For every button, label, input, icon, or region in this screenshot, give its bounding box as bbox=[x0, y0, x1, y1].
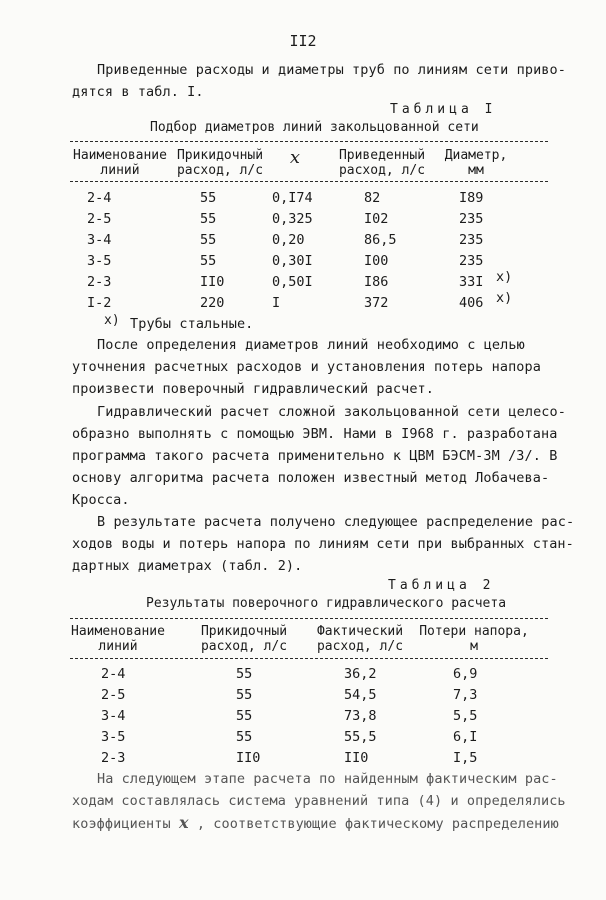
table1-footnote-text: Трубы стальные. bbox=[130, 316, 254, 332]
table2-header-loss: Потери напора, м bbox=[419, 624, 529, 654]
table1-caption: Таблица I bbox=[390, 102, 497, 117]
table1-row-diameter: 33I bbox=[459, 274, 484, 290]
table1-row-diameter: 406 bbox=[459, 295, 484, 311]
table1-row-x: I bbox=[272, 295, 281, 311]
table1-header-rule bbox=[70, 181, 548, 182]
table2-row-flow: II0 bbox=[236, 750, 261, 766]
table1-row-line: 3-4 bbox=[87, 232, 112, 248]
para3-line-3: дартных диаметрах (табл. 2). bbox=[72, 558, 303, 574]
table1-row-reduced: I86 bbox=[364, 274, 389, 290]
table1-row-flow: 55 bbox=[200, 232, 217, 248]
table1-row-reduced: 82 bbox=[364, 190, 381, 206]
table1-header-line: Наименование линий bbox=[73, 148, 167, 178]
table1-row-flow: II0 bbox=[200, 274, 225, 290]
para2-line-5: Кросса. bbox=[72, 492, 130, 508]
table2-row-flow: 55 bbox=[236, 708, 253, 724]
table2-row-flow: 55 bbox=[236, 729, 253, 745]
para3-line-2: ходов воды и потерь напора по линиям сети при выбранных стан- bbox=[72, 536, 574, 552]
intro-line-1: Приведенные расходы и диаметры труб по линиям сети приво- bbox=[97, 62, 566, 78]
table2-row-flow: 55 bbox=[236, 687, 253, 703]
table1-title: Подбор диаметров линий закольцованной сети bbox=[150, 120, 479, 135]
para4-line-3 bbox=[72, 813, 559, 832]
table1-row-diameter: I89 bbox=[459, 190, 484, 206]
table1-row-footnote-mark: x) bbox=[496, 290, 513, 306]
para1-line-3: произвести поверочный гидравлический расчет. bbox=[72, 381, 435, 397]
table1-row-diameter: 235 bbox=[459, 211, 484, 227]
table1-row-x: 0,325 bbox=[272, 211, 313, 227]
table2-row-actual: 54,5 bbox=[344, 687, 377, 703]
table2-row-loss: 7,3 bbox=[453, 687, 478, 703]
x-symbol: x bbox=[178, 813, 189, 832]
table1-row-reduced: I00 bbox=[364, 253, 389, 269]
table1-row-footnote-mark: x) bbox=[496, 269, 513, 285]
table1-header-x: x bbox=[289, 147, 301, 168]
para4-line-3-before: коэффициенты bbox=[72, 816, 171, 832]
table2-header-actual: Фактический расход, л/с bbox=[316, 624, 404, 654]
table1-header-diameter: Диаметр, мм bbox=[444, 148, 508, 178]
table1-row-x: 0,30I bbox=[272, 253, 313, 269]
table2-row-loss: 6,9 bbox=[453, 666, 478, 682]
table2-row-actual: 73,8 bbox=[344, 708, 377, 724]
table1-row-x: 0,20 bbox=[272, 232, 305, 248]
table1-row-line: I-2 bbox=[87, 295, 112, 311]
para1-line-1: После определения диаметров линий необходимо с целью bbox=[97, 337, 525, 353]
para2-line-4: основу алгоритма расчета положен известный метод Лобачева- bbox=[72, 470, 550, 486]
table2-row-line: 2-4 bbox=[101, 666, 126, 682]
table1-row-x: 0,I74 bbox=[272, 190, 313, 206]
table1-row-reduced: 372 bbox=[364, 295, 389, 311]
table2-row-line: 3-5 bbox=[101, 729, 126, 745]
table1-row-reduced: 86,5 bbox=[364, 232, 397, 248]
table1-footnote-mark: x) bbox=[104, 313, 120, 328]
table1-row-line: 3-5 bbox=[87, 253, 112, 269]
table1-row-flow: 55 bbox=[200, 211, 217, 227]
para2-line-1: Гидравлический расчет сложной закольцованной сети целесо- bbox=[97, 404, 566, 420]
intro-line-2: дятся в табл. I. bbox=[72, 84, 204, 100]
table2-title: Результаты поверочного гидравлического расчета bbox=[146, 596, 507, 611]
table1-row-x: 0,50I bbox=[272, 274, 313, 290]
table1-row-reduced: I02 bbox=[364, 211, 389, 227]
para4-line-1: На следующем этапе расчета по найденным фактическим рас- bbox=[97, 771, 558, 787]
table2-row-line: 2-3 bbox=[101, 750, 126, 766]
page-number: II2 bbox=[289, 32, 317, 50]
para2-line-2: образно выполнять с помощью ЭВМ. Нами в I968 г. разработана bbox=[72, 426, 558, 442]
para4-line-2: ходам составлялась система уравнений типа (4) и определялись bbox=[72, 793, 566, 809]
table2-caption: Таблица 2 bbox=[388, 578, 495, 593]
table2-row-line: 3-4 bbox=[101, 708, 126, 724]
para2-line-3: программа такого расчета применительно к ЦВМ БЭСМ-3М /3/. В bbox=[72, 448, 558, 464]
table1-header-flow: Прикидочный расход, л/с bbox=[176, 148, 264, 178]
table2-row-loss: I,5 bbox=[453, 750, 478, 766]
table1-row-flow: 55 bbox=[200, 190, 217, 206]
table2-row-loss: 6,I bbox=[453, 729, 478, 745]
table2-header-rule bbox=[70, 658, 548, 659]
table1-row-flow: 55 bbox=[200, 253, 217, 269]
para1-line-2: уточнения расчетных расходов и установления потерь напора bbox=[72, 359, 541, 375]
table2-row-actual: II0 bbox=[344, 750, 369, 766]
table2-header-flow: Прикидочный расход, л/с bbox=[200, 624, 288, 654]
table2-row-flow: 55 bbox=[236, 666, 253, 682]
table1-row-diameter: 235 bbox=[459, 232, 484, 248]
table1-header-reduced: Приведенный расход, л/с bbox=[338, 148, 426, 178]
table1-top-rule bbox=[70, 141, 548, 142]
table1-row-diameter: 235 bbox=[459, 253, 484, 269]
table2-row-actual: 55,5 bbox=[344, 729, 377, 745]
table2-header-line: Наименование линий bbox=[71, 624, 165, 654]
table1-row-line: 2-5 bbox=[87, 211, 112, 227]
para4-line-3-after: , соответствующие фактическому распределению bbox=[196, 816, 559, 832]
table1-row-line: 2-3 bbox=[87, 274, 112, 290]
table1-row-flow: 220 bbox=[200, 295, 225, 311]
table2-row-line: 2-5 bbox=[101, 687, 126, 703]
table2-row-actual: 36,2 bbox=[344, 666, 377, 682]
para3-line-1: В результате расчета получено следующее распределение рас- bbox=[97, 514, 575, 530]
table2-top-rule bbox=[70, 618, 548, 619]
table2-row-loss: 5,5 bbox=[453, 708, 478, 724]
table1-row-line: 2-4 bbox=[87, 190, 112, 206]
